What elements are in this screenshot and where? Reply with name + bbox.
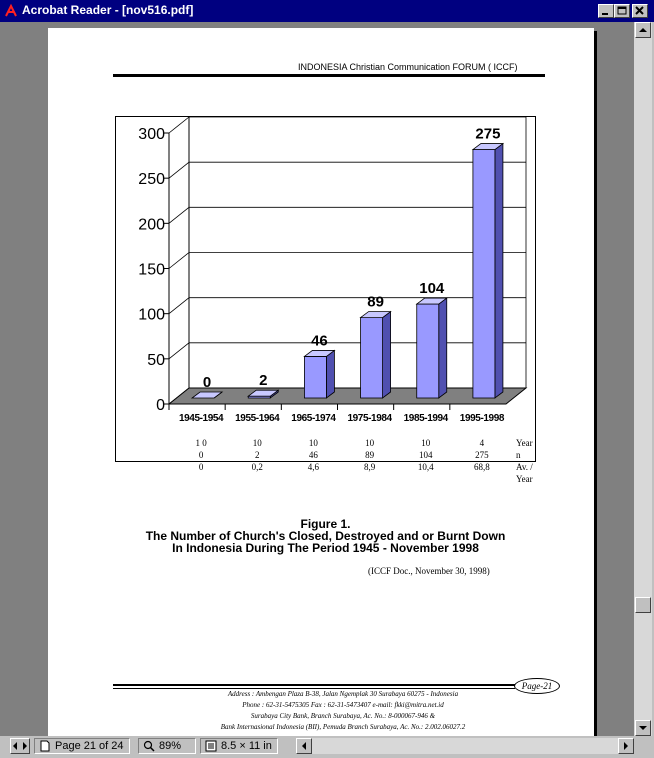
table-cell: 4	[479, 438, 485, 448]
y-tick-label: 200	[138, 216, 165, 234]
gridline-side	[169, 253, 189, 269]
data-label: 46	[311, 332, 328, 350]
data-label: 275	[475, 125, 501, 143]
bar	[361, 318, 383, 398]
page-number-badge: Page-21	[514, 678, 560, 694]
page-size-field[interactable]	[200, 738, 278, 754]
y-tick-label: 300	[138, 126, 165, 143]
scroll-left-button[interactable]	[296, 738, 312, 754]
table-cell: 89	[365, 450, 375, 460]
close-button[interactable]	[632, 4, 648, 18]
page-icon	[39, 740, 51, 752]
page-header: INDONESIA Christian Communication FORUM ( ICCF)	[298, 62, 518, 72]
page-indicator-text: Page 21 of 24	[55, 740, 124, 752]
table-cell: 10	[252, 438, 262, 448]
x-tick-label: 1945-1954	[178, 413, 224, 424]
footer-line: Surabaya City Bank, Branch Surabaya, Ac. No.: 8-000067-946 &	[250, 712, 436, 720]
bar-side	[326, 350, 334, 398]
table-cell: 10	[421, 438, 431, 448]
x-tick-label: 1965-1974	[291, 413, 336, 424]
table-cell: 10	[308, 438, 318, 448]
maximize-icon	[615, 5, 629, 17]
vertical-scrollbar[interactable]	[634, 22, 652, 736]
table-cell: 1 0	[195, 438, 207, 448]
footer-rule	[113, 684, 515, 686]
footer-line: Phone : 62-31-5475305 Fax : 62-31-5473407 e-mail: fkki@mitra.net.id	[242, 701, 444, 709]
data-label: 0	[202, 374, 212, 391]
arrow-up-icon	[636, 23, 650, 37]
footer-address	[113, 689, 573, 733]
table-row-label: Year	[516, 438, 533, 448]
caption-title-line1: The Number of Church's Closed, Destroyed and or Burnt Down	[145, 529, 506, 543]
data-label: 2	[259, 372, 268, 390]
bar	[473, 150, 495, 398]
gridline-side	[169, 117, 189, 133]
chart-floor	[169, 388, 526, 404]
y-tick-label: 50	[147, 351, 165, 369]
minimize-button[interactable]	[598, 4, 614, 18]
table-cell: 275	[475, 450, 489, 460]
bar-side	[495, 144, 503, 398]
x-tick-label: 1975-1984	[347, 413, 392, 424]
caption-figure-number: Figure 1.	[300, 517, 351, 531]
close-icon	[633, 5, 647, 17]
bar-side	[439, 298, 447, 398]
y-tick-label: 250	[138, 171, 165, 189]
minimize-icon	[599, 5, 613, 17]
horizontal-scrollbar[interactable]	[296, 738, 634, 754]
table-cell: 0	[198, 462, 204, 472]
table-cell: 104	[419, 450, 433, 460]
prev-next-icon	[11, 739, 29, 753]
table-cell: 10	[365, 438, 375, 448]
arrow-right-icon	[619, 739, 633, 753]
table-cell: 10,4	[417, 462, 434, 472]
gridline-side	[169, 298, 189, 314]
header-rule	[113, 74, 545, 77]
table-row-label: Year	[516, 474, 533, 484]
arrow-down-icon	[636, 721, 650, 735]
document-viewport[interactable]	[0, 22, 634, 736]
scroll-up-button[interactable]	[635, 22, 651, 38]
y-tick-label: 150	[138, 261, 165, 279]
page-nav-arrows[interactable]	[10, 738, 30, 754]
window-title: Acrobat Reader - [nov516.pdf]	[22, 3, 194, 17]
pdf-page	[48, 28, 594, 752]
scroll-down-button[interactable]	[635, 720, 651, 736]
y-tick-label: 100	[138, 306, 165, 324]
x-tick-label: 1955-1964	[235, 413, 280, 424]
table-cell: 4,6	[307, 462, 320, 472]
zoom-text: 89%	[159, 740, 182, 752]
data-label: 89	[367, 293, 384, 311]
gridline-side	[169, 207, 189, 223]
bar-chart	[116, 117, 535, 484]
x-tick-label: 1985-1994	[403, 413, 448, 424]
source-note: (ICCF Doc., November 30, 1998)	[368, 566, 490, 576]
caption-title-line2: In Indonesia During The Period 1945 - November 1998	[172, 541, 479, 555]
figure-caption	[108, 518, 543, 554]
data-label: 104	[419, 280, 445, 298]
bar	[417, 304, 439, 398]
gridline-side	[169, 162, 189, 178]
table-cell: 0	[198, 450, 204, 460]
zoom-field[interactable]	[138, 738, 196, 754]
table-cell: 0,2	[251, 462, 263, 472]
maximize-button[interactable]	[614, 4, 630, 18]
footer-line: Address : Ambengan Plaza B-38, Jalan Ngemplak 30 Surabaya 60275 - Indonesia	[227, 690, 459, 698]
chart-frame	[115, 116, 536, 484]
bar	[304, 356, 326, 398]
table-cell: 2	[255, 450, 260, 460]
table-row-label: n	[516, 450, 521, 460]
page-size-text: 8.5 × 11 in	[221, 740, 272, 752]
page-indicator[interactable]	[34, 738, 130, 754]
status-bar	[0, 736, 654, 758]
title-bar	[0, 0, 654, 22]
y-tick-label: 0	[156, 397, 165, 414]
bar-side	[383, 312, 391, 398]
gridline-side	[169, 343, 189, 359]
table-row-label: Av. /	[516, 462, 533, 472]
table-cell: 68,8	[474, 462, 490, 472]
footer-line: Bank Internasional Indonesia (BII), Pemuda Branch Surabaya, Ac. No.: 2.002.06027.2	[220, 723, 466, 731]
table-cell: 8,9	[363, 462, 376, 472]
x-tick-label: 1995-1998	[459, 413, 505, 424]
table-cell: 46	[308, 450, 318, 460]
scroll-right-button[interactable]	[618, 738, 634, 754]
scroll-thumb[interactable]	[635, 597, 651, 613]
arrow-left-icon	[297, 739, 311, 753]
magnifier-icon	[143, 740, 155, 752]
acrobat-icon	[4, 4, 18, 18]
page-size-icon	[205, 740, 217, 752]
